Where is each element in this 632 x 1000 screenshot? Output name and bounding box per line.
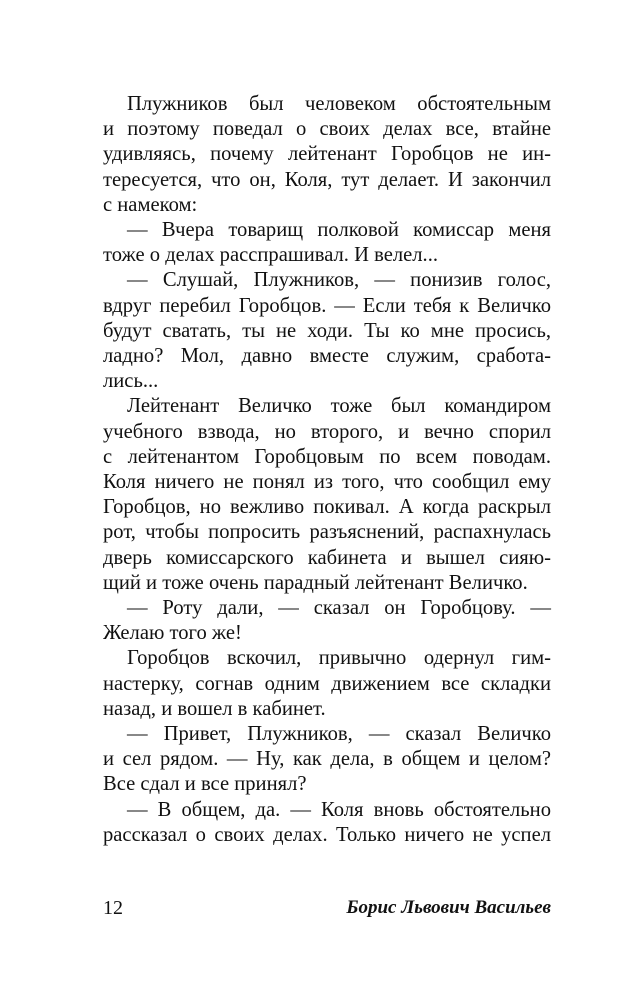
paragraph (103, 92, 551, 218)
running-footer-author: Борис Львович Васильев (346, 897, 551, 918)
text-line: — Слушай, Плужников, — понизив голос, (127, 269, 551, 292)
text-line: учебного взвода, но второго, и вечно спорил (103, 420, 551, 443)
text-line: ладно? Мол, давно вместе служим, сработа- (103, 345, 551, 368)
text-line: рот, чтобы попросить разъяснений, распахнулась (103, 521, 551, 544)
text-line: — Привет, Плужников, — сказал Величко (127, 723, 551, 746)
text-line: и поэтому поведал о своих делах все, втайне (103, 118, 551, 141)
page-footer (103, 897, 551, 925)
paragraph (103, 646, 551, 722)
text-line: лись... (103, 370, 159, 393)
text-line: Горобцов вскочил, привычно одернул гим- (127, 647, 551, 670)
text-line: Коля ничего не понял из того, что сообщил ему (103, 471, 551, 494)
text-line: тоже о делах расспрашивал. И велел... (103, 244, 438, 267)
text-line: тересуется, что он, Коля, тут делает. И закончил (103, 168, 551, 191)
page-number: 12 (103, 897, 123, 919)
text-line: — Роту дали, — сказал он Горобцову. — (127, 597, 551, 620)
text-line: назад, и вошел в кабинет. (103, 697, 326, 720)
text-line: удивляясь, почему лейтенант Горобцов не ин- (103, 143, 551, 166)
text-line: настерку, согнав одним движением все складки (103, 672, 551, 695)
paragraph (103, 596, 551, 646)
paragraph (103, 722, 551, 798)
text-line: Лейтенант Величко тоже был командиром (127, 395, 551, 418)
text-line: Все сдал и все принял? (103, 773, 307, 796)
text-line: вдруг перебил Горобцов. — Если тебя к Величко (103, 294, 551, 317)
text-line: рассказал о своих делах. Только ничего не успел (103, 823, 551, 846)
paragraph (103, 218, 551, 268)
text-line: — Вчера товарищ полковой комиссар меня (127, 219, 551, 242)
text-line: щий и тоже очень парадный лейтенант Величко. (103, 571, 528, 594)
text-line: Горобцов, но вежливо покивал. А когда раскрыл (103, 496, 551, 519)
text-line: дверь комиссарского кабинета и вышел сияю- (103, 546, 551, 569)
paragraph (103, 268, 551, 394)
text-line: и сел рядом. — Ну, как дела, в общем и целом? (103, 748, 551, 771)
paragraph (103, 798, 551, 848)
text-line: с намеком: (103, 193, 198, 216)
paragraph (103, 394, 551, 596)
text-line: Желаю того же! (103, 622, 242, 645)
text-line: с лейтенантом Горобцовым по всем поводам. (103, 445, 551, 468)
text-line: будут сватать, ты не ходи. Ты ко мне просись, (103, 319, 551, 342)
text-line: — В общем, да. — Коля вновь обстоятельно (127, 798, 551, 821)
text-line: Плужников был человеком обстоятельным (127, 93, 551, 115)
body-text (103, 92, 551, 848)
